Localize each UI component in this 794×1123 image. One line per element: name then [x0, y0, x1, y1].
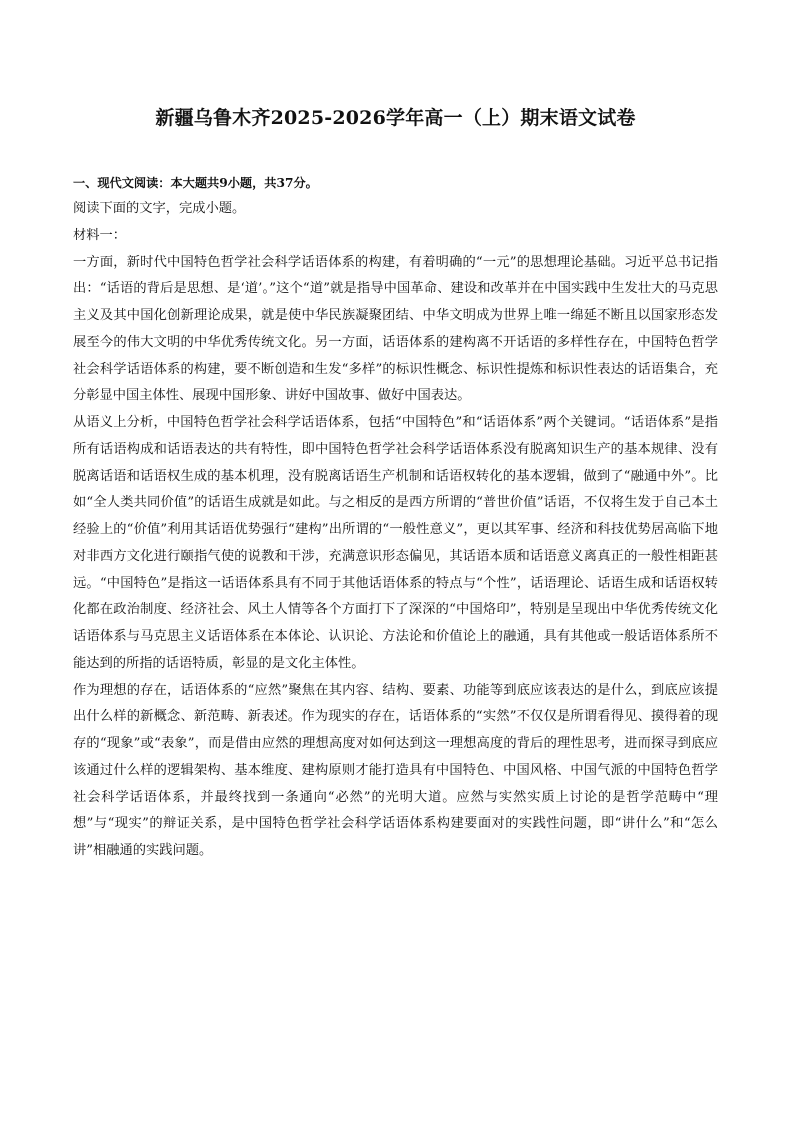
reading-instruction: 阅读下面的文字，完成小题。 [73, 201, 246, 216]
paragraph-3: 作为理想的存在，话语体系的“应然”聚焦在其内容、结构、要素、功能等到底应该表达的是什么，到底应该提出什么样的新概念、新范畴、新表述。作为现实的存在，话语体系的“实然”不仅仅是所谓看得见、摸得着的现存的“现象”或“表象”，而是借由应然的理想高度对如何达到这一理想高度的背后的理性思考，进而探寻到底应该通过什么样的逻辑架构、基本维度、建构原则才能打造具有中国特色、中国风格、中国气派的中国特色哲学社会科学话语体系，并最终找到一条通向“必然”的光明大道。应然与实然实质上讨论的是哲学范畴中“理想”与“现实”的辩证关系，是中国特色哲学社会科学话语体系构建要面对的实践性问题，即“讲什么”和“怎么讲”相融通的实践问题。 [73, 682, 718, 858]
exam-title: 新疆乌鲁木齐2025-2026学年高一（上）期末语文试卷 [155, 107, 636, 129]
section-heading: 一、现代文阅读：本大题共9小题，共37分。 [73, 176, 318, 190]
paragraph-1: 一方面，新时代中国特色哲学社会科学话语体系的构建，有着明确的“一元”的思想理论基础。习近平总书记指出：“话语的背后是思想、是‘道’。”这个“道”就是指导中国革命、建设和改革并在中国实践中生发壮大的马克思主义及其中国化创新理论成果，就是使中华民族凝聚团结、中华文明成为世界上唯一绵延不断且以国家形态发展至今的伟大文明的中华优秀传统文化。另一方面，话语体系的建构离不开话语的多样性存在，中国特色哲学社会科学话语体系的构建，要不断创造和生发“多样”的标识性概念、标识性提炼和标识性表达的话语集合，充分彰显中国主体性、展现中国形象、讲好中国故事、做好中国表达。 [73, 254, 718, 404]
paragraph-2: 从语义上分析，中国特色哲学社会科学话语体系，包括“中国特色”和“话语体系”两个关键词。“话语体系”是指所有话语构成和话语表达的共有特性，即中国特色哲学社会科学话语体系没有脱离知识生产的基本规律、没有脱离话语和话语权生成的基本机理，没有脱离话语生产机制和话语权转化的基本逻辑，做到了“融通中外”。比如“全人类共同价值”的话语生成就是如此。与之相反的是西方所谓的“普世价值”话语，不仅将生发于自己本土经验上的“价值”利用其话语优势强行“建构”出所谓的“一般性意义”，更以其军事、经济和科技优势居高临下地对非西方文化进行颐指气使的说教和干涉，充满意识形态偏见，其话语本质和话语意义离真正的一般性相距甚远。“中国特色”是指这一话语体系具有不同于其他话语体系的特点与“个性”，话语理论、话语生成和话语权转化都在政治制度、经济社会、风土人情等各个方面打下了深深的“中国烙印”，特别是呈现出中华优秀传统文化话语体系与马克思主义话语体系在本体论、认识论、方法论和价值论上的融通，具有其他或一般话语体系所不能达到的所指的话语特质，彰显的是文化主体性。 [73, 415, 718, 671]
material-label: 材料一： [73, 227, 127, 243]
